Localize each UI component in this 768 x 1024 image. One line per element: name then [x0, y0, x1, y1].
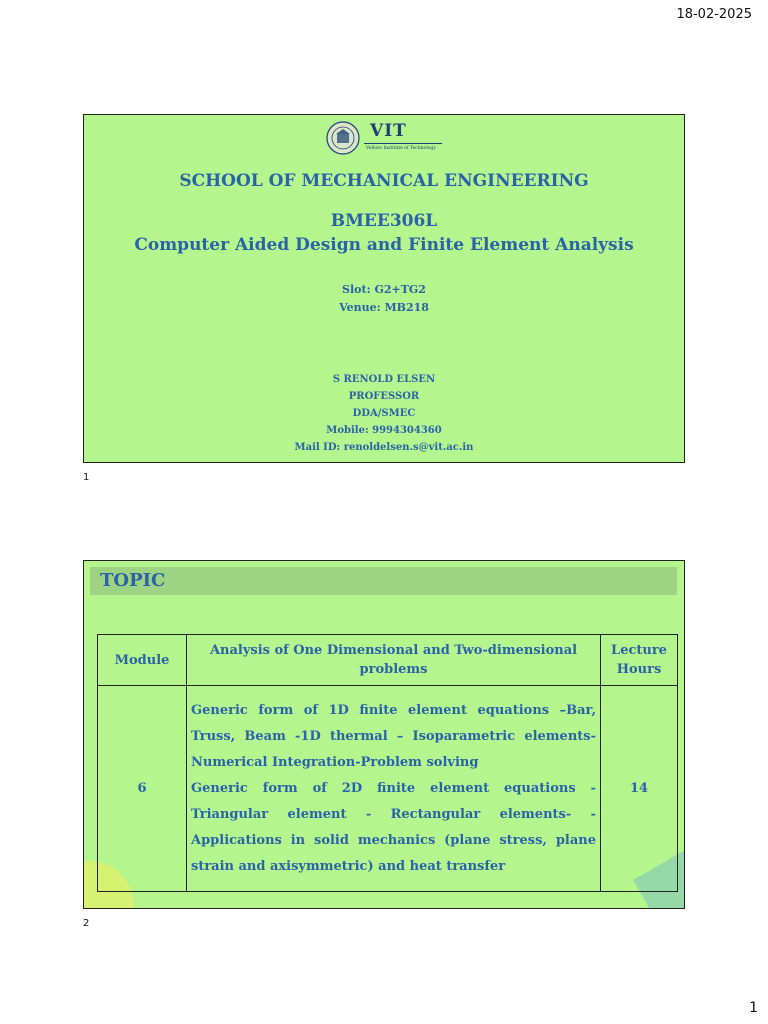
topic-heading-bar — [90, 567, 677, 595]
logo-text: VIT — [370, 121, 407, 141]
table-header-row — [98, 635, 678, 686]
table-row — [98, 686, 678, 892]
venue-text: Venue: MB218 — [339, 301, 429, 314]
slot-text: Slot: G2+TG2 — [342, 283, 426, 296]
vit-logo — [326, 121, 446, 159]
vit-seal-icon — [326, 121, 360, 155]
header-date: 18-02-2025 — [676, 7, 752, 22]
content-paragraph-1d: Generic form of 1D finite element equations –Bar, Truss, Beam -1D thermal – Isoparametric elements-Numerical Integration-Problem solving — [191, 702, 596, 770]
slide-number-2: 2 — [83, 918, 90, 929]
instructor-designation: PROFESSOR — [348, 391, 420, 402]
instructor-name: S RENOLD ELSEN — [332, 374, 436, 385]
logo-subtext: Vellore Institute of Technology — [366, 146, 436, 151]
table-header-analysis: Analysis of One Dimensional and Two-dimensional problems — [187, 635, 601, 686]
table-cell-hours: 14 — [601, 686, 678, 892]
table-header-module: Module — [98, 635, 187, 686]
slide-1 — [83, 114, 685, 463]
instructor-mobile: Mobile: 9994304360 — [326, 425, 442, 436]
instructor-mail: Mail ID: renoldelsen.s@vit.ac.in — [294, 442, 474, 453]
topic-heading: TOPIC — [100, 570, 166, 591]
table-cell-content — [187, 686, 601, 892]
content-paragraph-2d: Generic form of 2D finite element equations - Triangular element - Rectangular elements- - Applications in solid mechanics (plane stress, plane strain and axisymmetric) and heat transfer — [191, 780, 596, 874]
course-title: Computer Aided Design and Finite Element Analysis — [134, 235, 634, 255]
logo-underline — [364, 143, 442, 144]
slide-2 — [83, 560, 685, 909]
table-header-hours: Lecture Hours — [601, 635, 678, 686]
slide-number-1: 1 — [83, 472, 90, 483]
school-name: SCHOOL OF MECHANICAL ENGINEERING — [179, 171, 589, 191]
page-number: 1 — [749, 1000, 758, 1016]
instructor-department: DDA/SMEC — [352, 408, 416, 419]
topic-table — [97, 634, 678, 892]
table-cell-module: 6 — [98, 686, 187, 892]
course-code: BMEE306L — [330, 211, 438, 231]
